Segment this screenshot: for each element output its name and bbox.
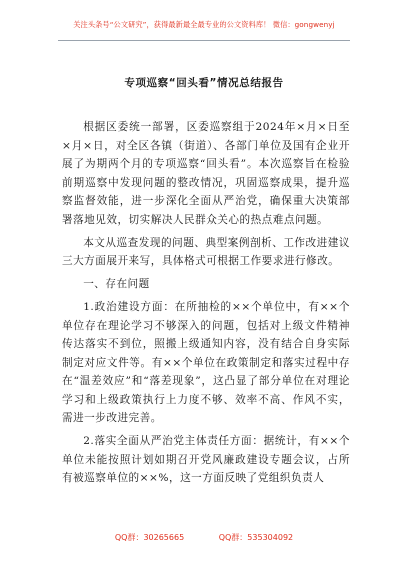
document-body <box>62 118 350 492</box>
paragraph-intro: 根据区委统一部署，区委巡察组于2024年×月×日至×月×日，对全区各镇（街道）、各部门单位及国有企业开展了为期两个月的专项巡察“回头看”。本次巡察旨在检验前期巡察中发现问题的整改情况，巩固巡察成果，提升巡察监督效能，进一步深化全面从严治党，确保重大决策部署落地见效，切实解决人民群众关心的热点难点问题。 <box>62 121 350 226</box>
document-title: 专项巡察“回头看”情况总结报告 <box>124 77 284 89</box>
paragraph-scope: 本文从巡查发现的问题、典型案例剖析、工作改进建议三大方面展开来写，具体格式可根据工作要求进行修改。 <box>62 236 350 267</box>
section-heading: 一、存在问题 <box>83 278 150 290</box>
paragraph-political: 1.政治建设方面：在所抽检的××个单位中，有××个单位存在理论学习不够深入的问题，包括对上级文件精神传达落实不到位，照搬上级通知内容，没有结合自身实际制定对应文件等。有××个单位在政策制定和落实过程中存在“温差效应”和“落差现象”，这凸显了部分单位在对理论学习和上级政策执行上力度不够、效率不高、作风不实，需进一步改进完善。 <box>62 301 350 424</box>
header-divider <box>58 40 350 41</box>
header-banner: 关注头条号“公文研究”，获得最新最全最专业的公文资料库！ 微信：gongwenyj <box>73 20 335 29</box>
footer-qq-group-1: QQ群：30265665 <box>114 533 185 542</box>
paragraph-responsibility: 2.落实全面从严治党主体责任方面：据统计，有××个单位未能按照计划如期召开党风廉政建设专题会议，占所有被巡察单位的××%，这一方面反映了党组织负责人 <box>62 435 350 484</box>
footer-contacts <box>0 532 408 543</box>
footer-qq-group-2: QQ群：535304092 <box>218 533 294 542</box>
